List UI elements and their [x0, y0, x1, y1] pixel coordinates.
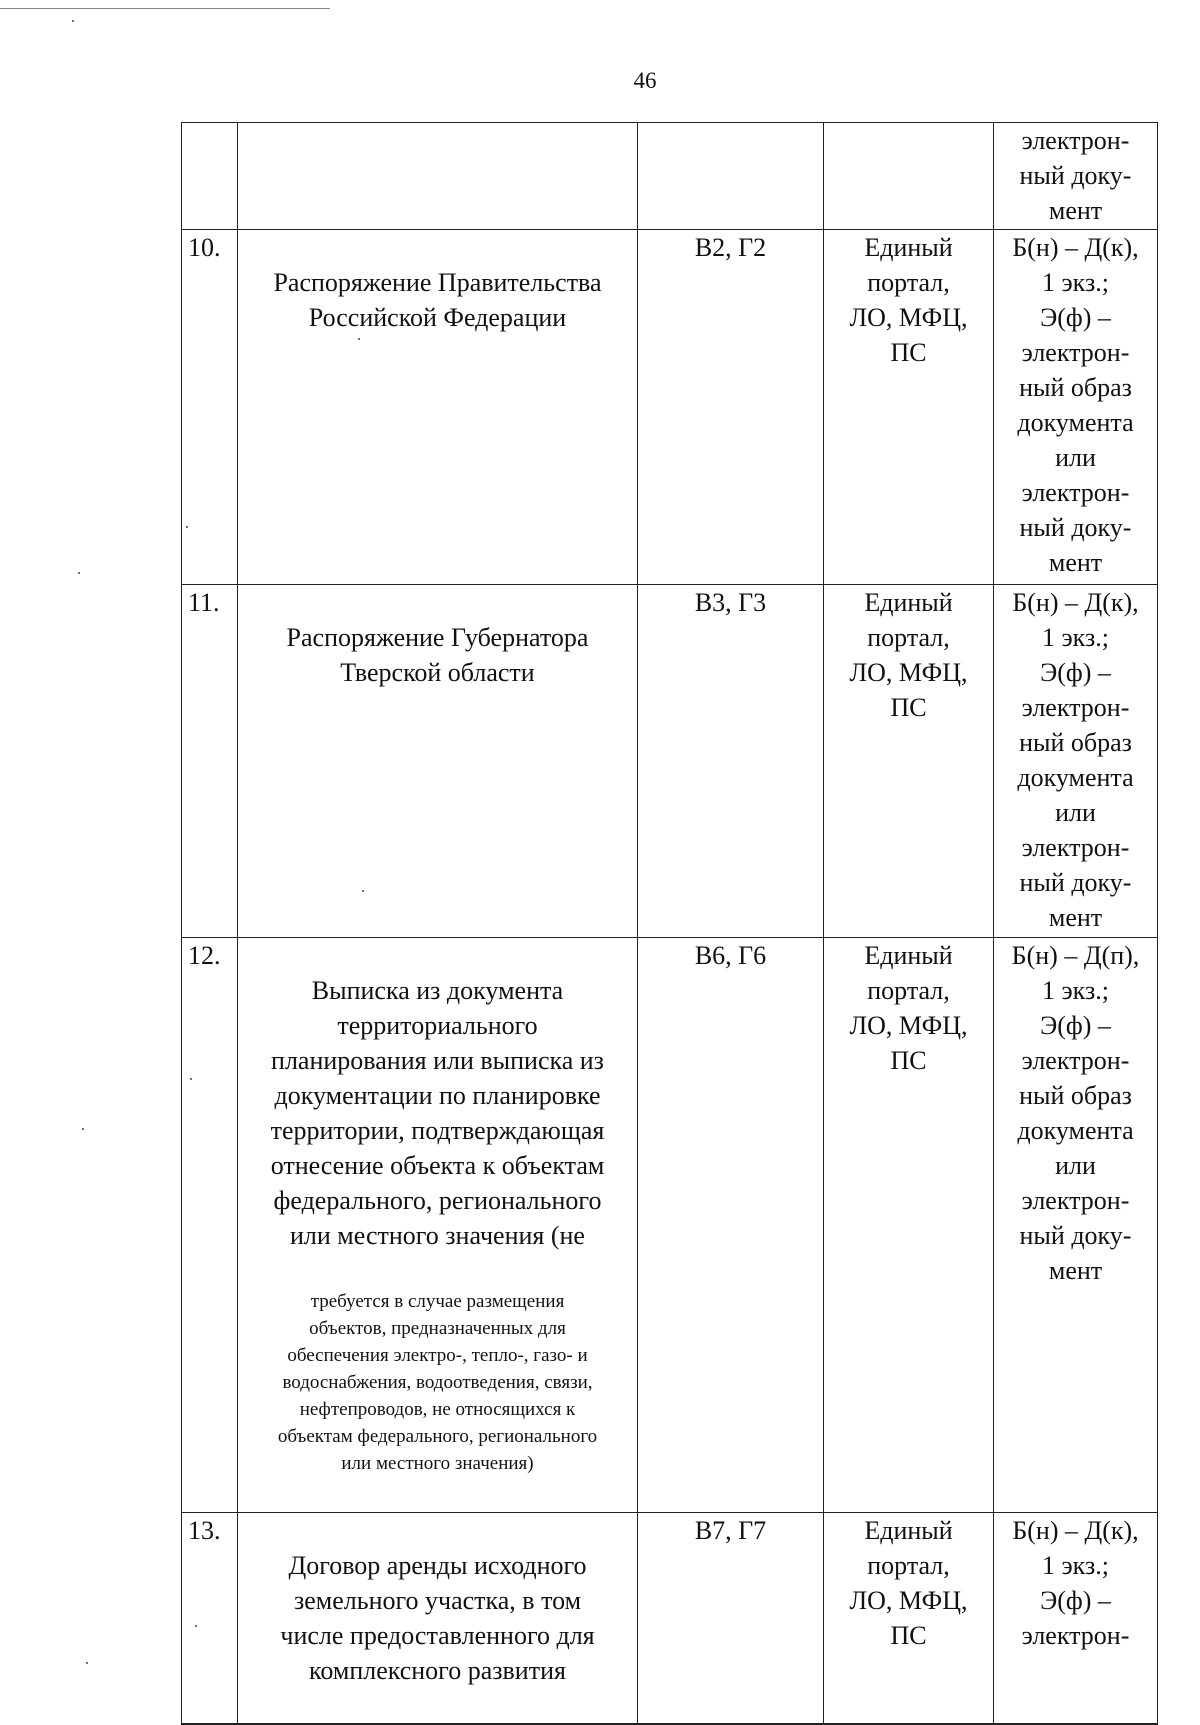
document-form: Б(н) – Д(к), 1 экз.; Э(ф) – электрон-	[994, 1513, 1158, 1725]
document-name: Выписка из документа территориального планирования или выписка из документации по планировке территории, подтверждающая отнесение объекта к объектам федерального, регионального или местного значения (не	[270, 976, 605, 1250]
document-name-cell	[238, 230, 638, 585]
submission-channels: Единый портал, ЛО, МФЦ, ПС	[824, 230, 994, 585]
scan-speck	[78, 572, 80, 574]
submission-channels: Единый портал, ЛО, МФЦ, ПС	[824, 585, 994, 938]
document-name-cell	[238, 123, 638, 230]
document-form: Б(н) – Д(к), 1 экз.; Э(ф) – электрон- ный образ документа или электрон- ный доку- мент	[994, 230, 1158, 585]
document-name: Договор аренды исходного земельного участка, в том числе предоставленного для комплексного развития	[280, 1551, 595, 1685]
document-name-cell	[238, 585, 638, 938]
scan-edge-line	[0, 8, 330, 9]
scan-speck	[362, 890, 364, 892]
document-form: Б(н) – Д(п), 1 экз.; Э(ф) – электрон- ный образ документа или электрон- ный доку- мент	[994, 938, 1158, 1513]
row-number: 10.	[182, 230, 238, 585]
scan-speck	[186, 526, 188, 528]
document-name-cell	[238, 938, 638, 1513]
document-form: электрон- ный доку- мент	[994, 123, 1158, 230]
submission-channels	[824, 123, 994, 230]
row-number: 12.	[182, 938, 238, 1513]
document-note: требуется в случае размещения объектов, предназначенных для обеспечения электро-, тепло-, газо- и водоснабжения, водоотведения, связи, нефтепроводов, не относящихся к объектам федерального, регионального или местного значения)	[277, 1291, 598, 1474]
table-row	[182, 1513, 1158, 1725]
document-code	[638, 123, 824, 230]
document-name: Распоряжение Правительства Российской Федерации	[273, 268, 602, 332]
scan-speck	[72, 20, 74, 22]
row-number	[182, 123, 238, 230]
table-row	[182, 123, 1158, 230]
document-code: В2, Г2	[638, 230, 824, 585]
document-code: В6, Г6	[638, 938, 824, 1513]
page-number: 46	[633, 68, 657, 93]
scan-speck	[195, 1625, 197, 1627]
document-code: В3, Г3	[638, 585, 824, 938]
submission-channels: Единый портал, ЛО, МФЦ, ПС	[824, 1513, 994, 1725]
document-name: Распоряжение Губернатора Тверской области	[286, 623, 589, 687]
table-row	[182, 938, 1158, 1513]
submission-channels: Единый портал, ЛО, МФЦ, ПС	[824, 938, 994, 1513]
table-row	[182, 585, 1158, 938]
documents-table	[181, 122, 1158, 1725]
table-row	[182, 230, 1158, 585]
row-number: 11.	[182, 585, 238, 938]
scan-speck	[358, 338, 360, 340]
document-name-cell	[238, 1513, 638, 1725]
document-form: Б(н) – Д(к), 1 экз.; Э(ф) – электрон- ный образ документа или электрон- ный доку- мент	[994, 585, 1158, 938]
document-code: В7, Г7	[638, 1513, 824, 1725]
row-number: 13.	[182, 1513, 238, 1725]
scan-speck	[190, 1078, 192, 1080]
scan-speck	[86, 1662, 88, 1664]
scan-speck	[82, 1128, 84, 1130]
